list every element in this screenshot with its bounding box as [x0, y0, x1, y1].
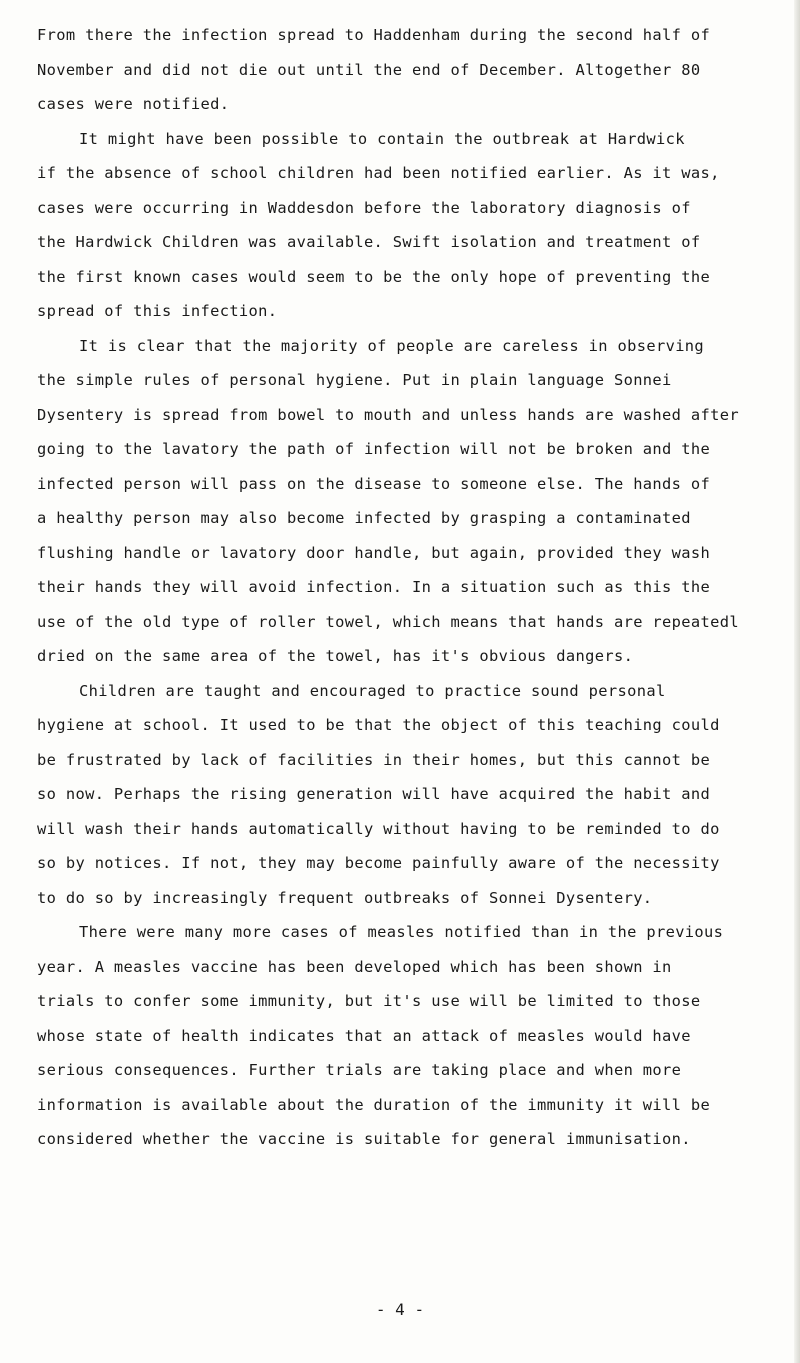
text-line: information is available about the duration of the immunity it will be	[37, 1095, 711, 1114]
text-line: dried on the same area of the towel, has it's obvious dangers.	[37, 647, 634, 665]
text-line: From there the infection spread to Haddenham during the second half of	[37, 26, 711, 44]
paragraph-start-line: Children are taught and encouraged to practice sound personal	[79, 681, 666, 700]
text-line: the simple rules of personal hygiene. Put in plain language Sonnei	[37, 371, 672, 389]
text-line: be frustrated by lack of facilities in their homes, but this cannot be	[37, 750, 711, 769]
text-line: going to the lavatory the path of infection will not be broken and the	[37, 440, 711, 458]
text-line: cases were occurring in Waddesdon before the laboratory diagnosis of	[37, 198, 691, 217]
text-line: trials to confer some immunity, but it's use will be limited to those	[37, 992, 701, 1010]
text-line: so now. Perhaps the rising generation will have acquired the habit and	[37, 785, 711, 803]
text-line: flushing handle or lavatory door handle, but again, provided they wash	[37, 543, 711, 562]
paragraph-start-line: It might have been possible to contain the outbreak at Hardwick	[79, 129, 685, 148]
text-line: spread of this infection.	[37, 302, 278, 320]
text-line: the Hardwick Children was available. Swift isolation and treatment of	[37, 233, 701, 251]
paragraph-start-line: There were many more cases of measles notified than in the previous	[79, 923, 724, 941]
text-line: considered whether the vaccine is suitable for general immunisation.	[37, 1130, 691, 1148]
text-line: hygiene at school. It used to be that the object of this teaching could	[37, 716, 720, 734]
text-line: use of the old type of roller towel, which means that hands are repeatedl	[37, 612, 739, 631]
text-line: if the absence of school children had been notified earlier. As it was,	[37, 164, 720, 182]
text-line: so by notices. If not, they may become painfully aware of the necessity	[37, 854, 720, 872]
text-line: year. A measles vaccine has been developed which has been shown in	[37, 957, 672, 976]
page-number: - 4 -	[375, 1300, 425, 1319]
text-line: November and did not die out until the end of December. Altogether 80	[37, 60, 701, 79]
text-line: whose state of health indicates that an attack of measles would have	[37, 1026, 691, 1045]
text-line: the first known cases would seem to be the only hope of preventing the	[37, 267, 711, 286]
text-line: to do so by increasingly frequent outbreaks of Sonnei Dysentery.	[37, 888, 653, 907]
text-line: infected person will pass on the disease to someone else. The hands of	[37, 474, 711, 493]
document-body	[37, 18, 800, 1157]
text-line: a healthy person may also become infected by grasping a contaminated	[37, 509, 691, 527]
text-line: their hands they will avoid infection. In a situation such as this the	[37, 578, 711, 596]
text-line: serious consequences. Further trials are taking place and when more	[37, 1061, 682, 1079]
text-line: cases were notified.	[37, 95, 230, 113]
text-line: Dysentery is spread from bowel to mouth and unless hands are washed after	[37, 405, 739, 424]
page-edge-shadow	[794, 0, 800, 1363]
paragraph-start-line: It is clear that the majority of people are careless in observing	[79, 336, 705, 355]
text-line: will wash their hands automatically without having to be reminded to do	[37, 819, 720, 838]
